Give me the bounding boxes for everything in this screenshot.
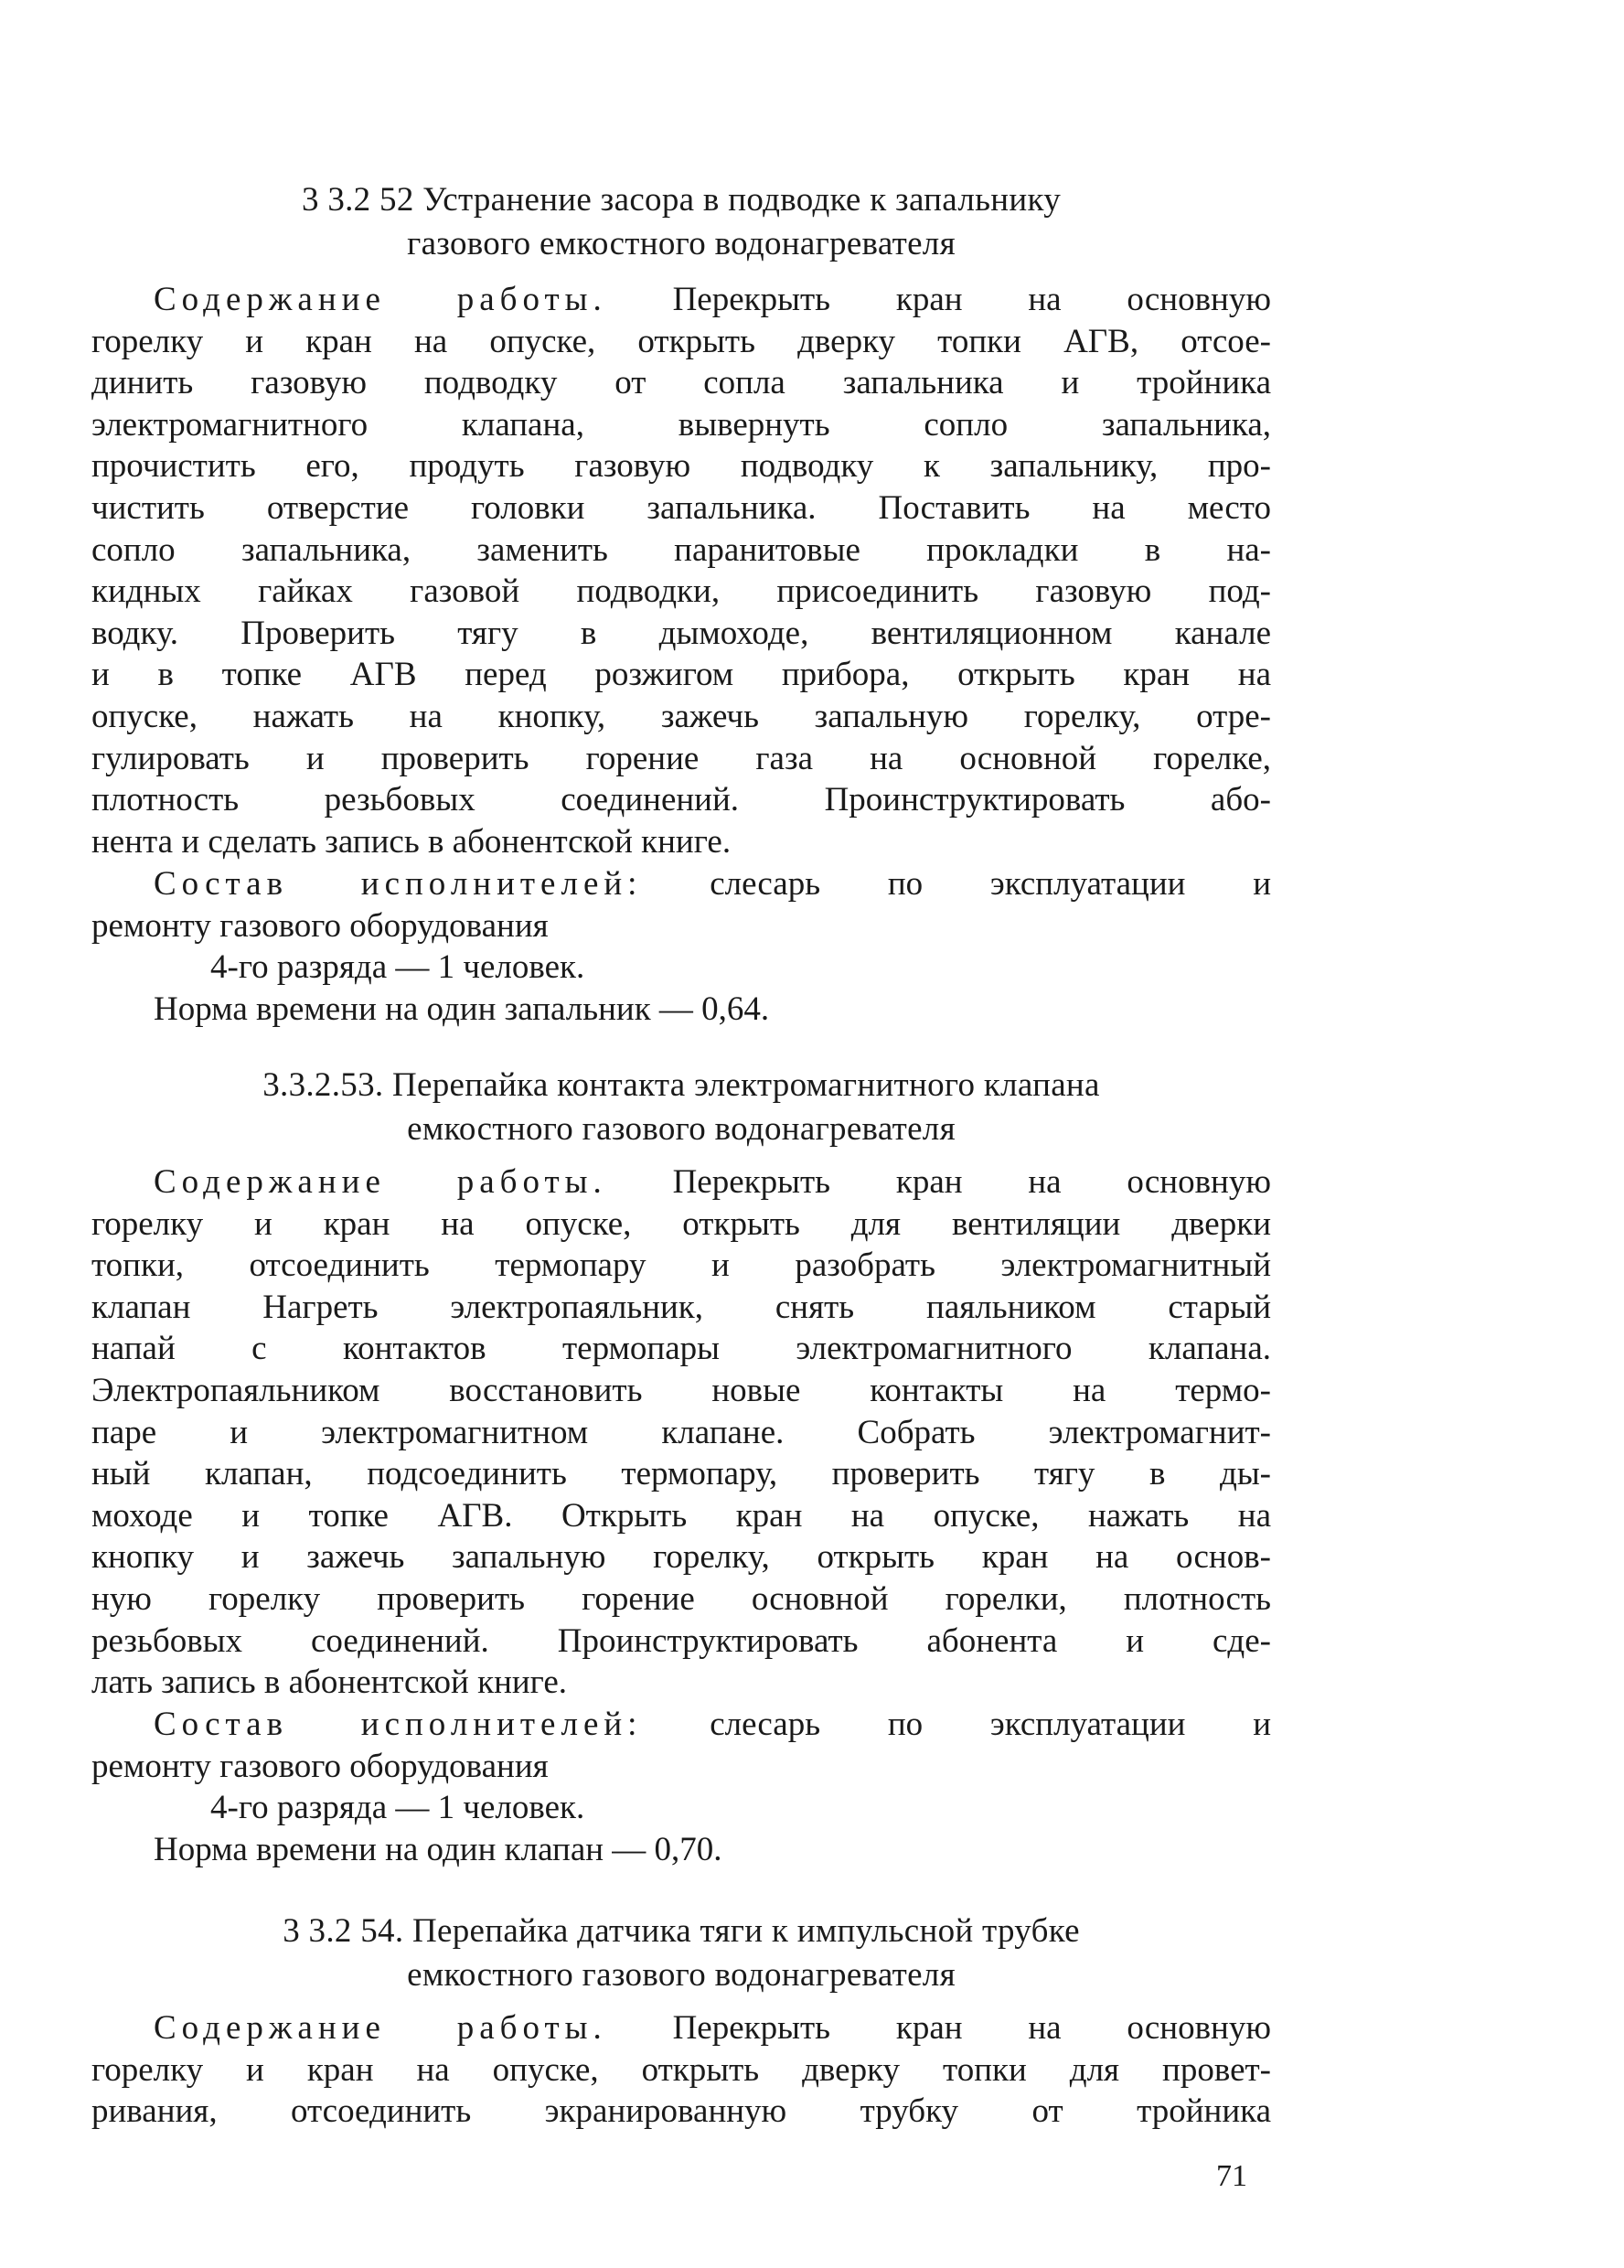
heading-line: емкостного газового водонагревателя [407,1110,956,1148]
content-label: Содержание работы. [154,2009,607,2047]
time-norm-line: Норма времени на один клапан — 0,70. [154,1831,722,1868]
content-label: Содержание работы. [154,1163,607,1201]
staff-label: Состав исполнителей: [154,865,643,903]
grade-line: 4-го разряда — 1 человек. [210,948,585,986]
heading-line: газового емкостного водонагревателя [407,225,956,262]
section-heading [91,1910,1271,1997]
work-content-paragraph: Содержание работы. Перекрыть кран на основную горелку и кран на опуске, открыть для вентиляции дверки топки, отсоединить термопару и разобрать электромагнитный клапан Нагреть электропаяльник, снять паяльником старый напай с контактов термопары электромагнитного клапана. Электропаяльником восстановить новые контакты на термо- паре и электромагнитном клапане. Собрать электромагнит- ный клапан, подсоединить термопару, проверить тягу в ды- моходе и топке АГВ. Открыть кран на опуске, нажать на кнопку и зажечь запальную горелку, открыть кран на основ- ную горелку проверить горение основной горелки, плотность резьбовых соединений. Проинструктировать абонента и сде- лать запись в абонентской книге. [91,1163,1271,1702]
content-label: Содержание работы. [154,281,607,318]
heading-line: 3.3.2.53. Перепайка контакта электромагнитного клапана [262,1066,1100,1104]
staff-label: Состав исполнителей: [154,1706,643,1743]
heading-line: 3 3.2 54. Перепайка датчика тяги к импульсной трубке [283,1912,1080,1950]
section-heading [91,178,1271,266]
heading-line: емкостного газового водонагревателя [407,1956,956,1994]
page-number: 71 [1216,2159,1247,2193]
heading-line: 3 3.2 52 Устранение засора в подводке к запальнику [301,181,1062,219]
time-norm-line: Норма времени на один запальник — 0,64. [154,990,770,1028]
staff-paragraph: Состав исполнителей: слесарь по эксплуатации и ремонту газового оборудования [91,865,1271,945]
work-content-paragraph: Содержание работы. Перекрыть кран на основную горелку и кран на опуске, открыть дверку топки АГВ, отсое- динить газовую подводку от сопла запальника и тройника электромагнитного клапана, вывернуть сопло запальника, прочистить его, продуть газовую подводку к запальнику, про- чистить отверстие головки запальника. Поставить на место сопло запальника, заменить паранитовые прокладки в на- кидных гайках газовой подводки, присоединить газовую под- водку. Проверить тягу в дымоходе, вентиляционном канале и в топке АГВ перед розжигом прибора, открыть кран на опуске, нажать на кнопку, зажечь запальную горелку, отре- гулировать и проверить горение газа на основной горелке, плотность резьбовых соединений. Проинструктировать або- нента и сделать запись в абонентской книге. [91,281,1271,861]
grade-line: 4-го разряда — 1 человек. [210,1789,585,1826]
document-page [91,0,1271,2268]
work-content-paragraph: Содержание работы. Перекрыть кран на основную горелку и кран на опуске, открыть дверку топки для провет- ривания, отсоединить экранированную трубку от тройника [91,2009,1271,2131]
staff-paragraph: Состав исполнителей: слесарь по эксплуатации и ремонту газового оборудования [91,1706,1271,1785]
section-heading [91,1064,1271,1151]
